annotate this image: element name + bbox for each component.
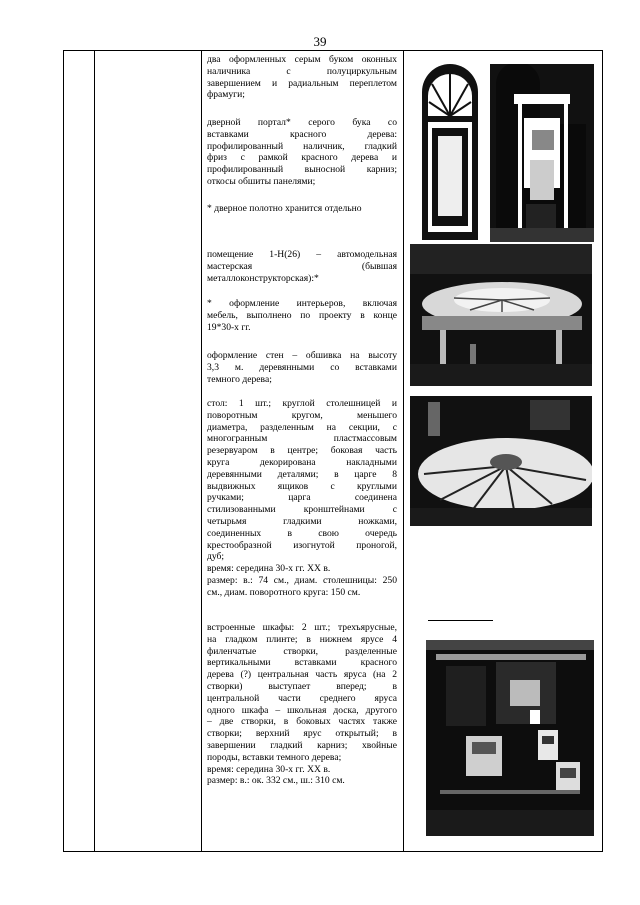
- text-line: центральной части среднего яруса: [207, 692, 397, 704]
- text-line: круга декорирована накладными: [207, 456, 397, 468]
- text-line: 3,3 м. деревянными со вставками: [207, 361, 397, 373]
- table-col-line-4: [403, 50, 404, 852]
- text-line: дверной портал* серого бука со: [207, 117, 397, 128]
- text-line: вставками красного дерева:: [207, 128, 397, 140]
- text-line: резервуаром в центре; боковая часть: [207, 445, 397, 457]
- text-line: филенчатые створки, разделенные: [207, 645, 397, 657]
- table-col-line-1: [63, 50, 64, 852]
- text-line: завершением и радиальным переплетом: [207, 77, 397, 89]
- text-line: выдвижных ящиков с круглыми: [207, 480, 397, 492]
- entry-table-desc: [207, 398, 397, 599]
- text-line: оформление стен – обшивка на высоту: [207, 350, 397, 361]
- entry-room-title: [207, 249, 397, 284]
- separator-rule: [428, 620, 493, 621]
- text-line: вертикальными вставками красного: [207, 657, 397, 669]
- text-line: 19*30-х гг.: [207, 321, 251, 333]
- entry-door-note: [207, 203, 397, 215]
- table-col-line-5: [602, 50, 603, 852]
- table-bottom-border: [63, 851, 603, 852]
- text-line: два оформленных серым буком оконных: [207, 54, 397, 65]
- photo-round-table-2: [410, 396, 592, 526]
- text-line: соединенных в свою очередь: [207, 527, 397, 539]
- text-line: встроенные шкафы: 2 шт.; трехъярусные,: [207, 622, 397, 633]
- text-line: створки; верхний ярус открытый; в: [207, 728, 397, 740]
- text-line: створки) выступает вперед; в: [207, 680, 397, 692]
- text-line: деревянными деталями; в царге 8: [207, 468, 397, 480]
- table-col-line-3: [201, 50, 202, 852]
- text-line: мебель, выполнено по проекту в конце: [207, 309, 397, 321]
- entry-window-trims: [207, 54, 397, 101]
- table-col-line-2: [94, 50, 95, 852]
- entry-interior-note: [207, 298, 397, 333]
- text-line: – две створки, в боковых частях также: [207, 716, 397, 728]
- text-line: стол: 1 шт.; круглой столешницей и: [207, 398, 397, 409]
- text-line: одного шкафа – школьная доска, другого: [207, 704, 397, 716]
- photo-round-table-1: [410, 244, 592, 386]
- text-line: дерева (?) центральная часть яруса (на 2: [207, 669, 397, 681]
- text-line: мастерская (бывшая: [207, 260, 397, 272]
- entry-cabinets-desc: [207, 622, 397, 787]
- text-line: фриз с рамкой красного дерева и: [207, 152, 397, 164]
- text-line: размер: в.: 74 см., диам. столешницы: 250: [207, 574, 397, 586]
- text-line: крестообразной изогнутой проногой,: [207, 539, 397, 551]
- table-top-border: [63, 50, 603, 51]
- text-line: наличника с полуциркульным: [207, 65, 397, 77]
- text-line: стилизованными кронштейнами с: [207, 504, 397, 516]
- text-line: фрамуги;: [207, 89, 245, 101]
- entry-door-portal: [207, 117, 397, 188]
- text-line: металлоконструкторская):*: [207, 272, 319, 284]
- text-line: завершении гладкий карниз; хвойные: [207, 739, 397, 751]
- photo-built-in-cabinets: [426, 640, 594, 836]
- text-line: время: середина 30-х гг. XX в.: [207, 563, 331, 575]
- photo-window-trim: [418, 56, 482, 240]
- text-line: время: середина 30-х гг. XX в.: [207, 763, 331, 775]
- text-line: диаметра, разделенным на секции, с: [207, 421, 397, 433]
- text-line: ручками; царга соединена: [207, 492, 397, 504]
- text-line: профилированный выносной карниз;: [207, 164, 397, 176]
- entry-walls: [207, 350, 397, 385]
- text-line: темного дерева;: [207, 373, 272, 385]
- text-line: помещение 1-Н(26) – автомодельная: [207, 249, 397, 260]
- text-line: профилированный наличник, гладкий: [207, 140, 397, 152]
- photo-door-portal: [490, 64, 594, 242]
- text-line: дуб;: [207, 551, 225, 563]
- text-line: * оформление интерьеров, включая: [207, 298, 397, 309]
- text-line: многогранным пластмассовым: [207, 433, 397, 445]
- text-line: поворотным кругом, меньшего: [207, 409, 397, 421]
- page-number: 39: [313, 34, 327, 49]
- text-line: на гладком плинте; в нижнем ярусе 4: [207, 633, 397, 645]
- text-line: * дверное полотно хранится отдельно: [207, 203, 362, 214]
- text-line: размер: в.: ок. 332 см., ш.: 310 см.: [207, 775, 345, 787]
- text-line: откосы обшиты панелями;: [207, 175, 316, 187]
- text-line: см., диам. поворотного круга: 150 см.: [207, 586, 361, 598]
- text-line: породы, вставки темного дерева;: [207, 751, 342, 763]
- text-line: четырьмя гладкими ножками,: [207, 515, 397, 527]
